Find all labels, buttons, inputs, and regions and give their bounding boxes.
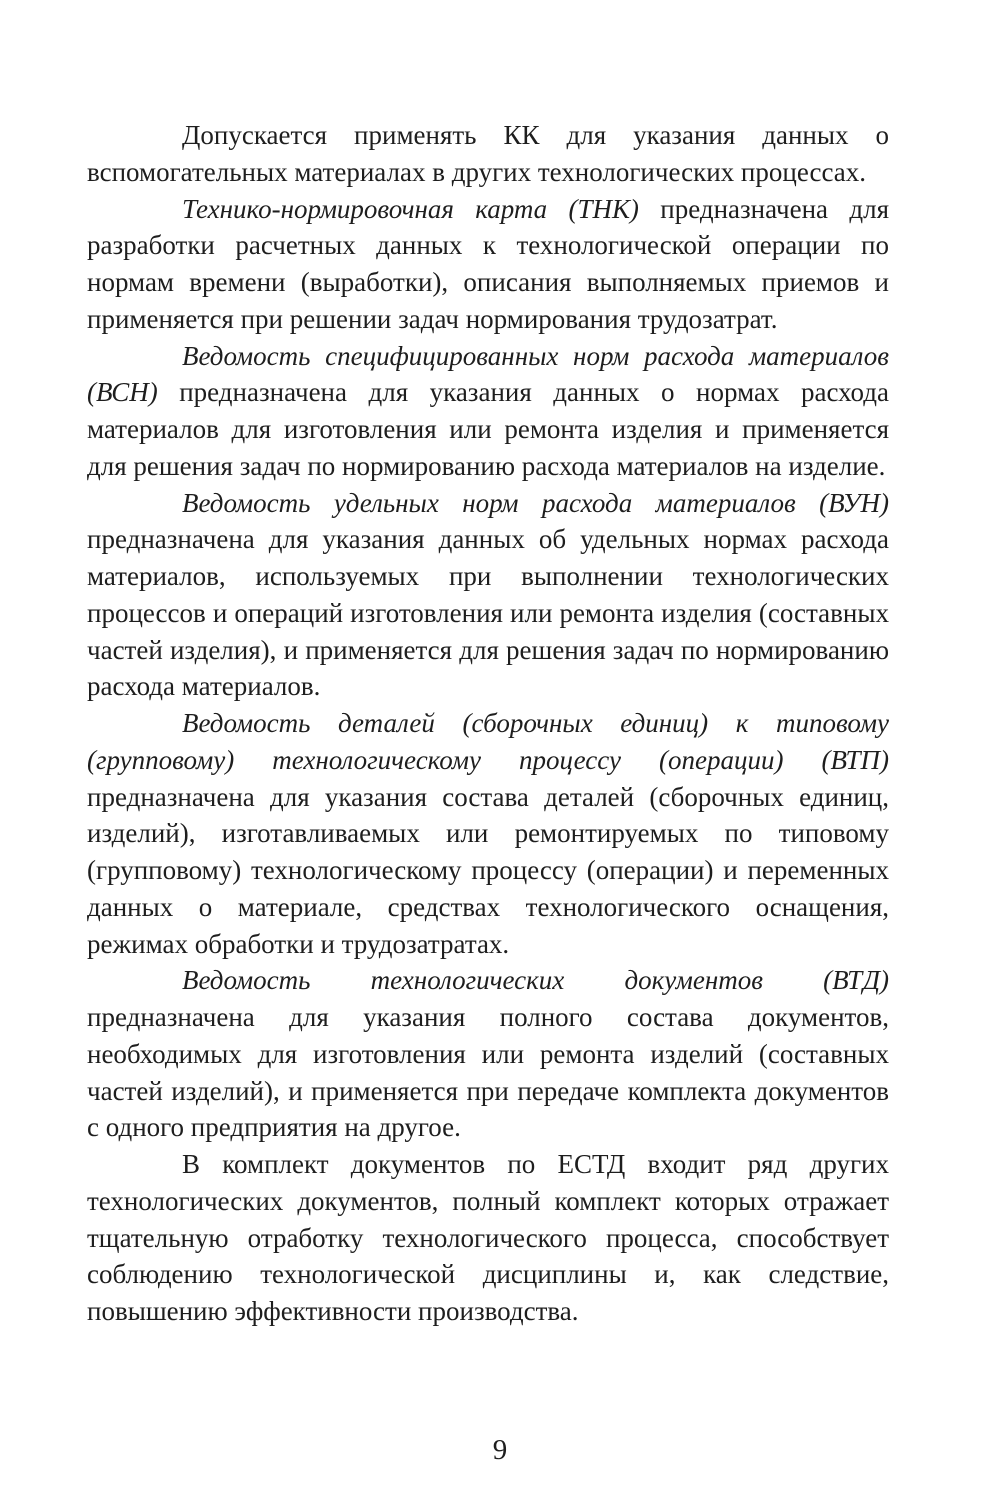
paragraph-text: предназначена для указания полного состава документов, необходимых для изготовления или ремонта изделий (составных частей изделий), и применяется при передаче комплекта документов с одного предприятия на другое. — [87, 1002, 889, 1143]
paragraph-vtp — [87, 705, 889, 962]
paragraph-term: Ведомость удельных норм расхода материалов (ВУН) — [182, 487, 889, 518]
body-text — [87, 117, 889, 1330]
paragraph-term: Ведомость специфицированных норм расхода материалов (ВСН) — [87, 340, 889, 408]
paragraph-text: Допускается применять КК для указания данных о вспомогательных материалах в других технологических процессах. — [87, 120, 889, 187]
paragraph-term: Ведомость технологических документов (ВТД) — [182, 965, 889, 996]
paragraph-text: В комплект документов по ЕСТД входит ряд других технологических документов, полный комплект которых отражает тщательную отработку технологического процесса, способствует соблюдению технологической дисциплины и, как следствие, повышению эффективности производства. — [87, 1149, 889, 1326]
paragraph-tnk — [87, 191, 889, 338]
paragraph-text: предназначена для указания данных о нормах расхода материалов для изготовления или ремонта изделия и применяется для решения задач по нормированию расхода материалов на изделие. — [87, 377, 889, 481]
paragraph-kk-materials — [87, 117, 889, 191]
paragraph-term: Технико-нормировочная карта (ТНК) — [182, 193, 639, 224]
paragraph-text: предназначена для указания данных об удельных нормах расхода материалов, используемых при выполнении технологических процессов и операций изготовления или ремонта изделия (составных частей изделия), и применяется для решения задач по нормированию расхода материалов. — [87, 524, 889, 702]
page-number: 9 — [492, 1434, 508, 1466]
paragraph-vun — [87, 485, 889, 706]
paragraph-vtd — [87, 962, 889, 1146]
paragraph-term: Ведомость деталей (сборочных единиц) к типовому (групповому) технологическому процессу (операции) (ВТП) — [87, 708, 889, 775]
paragraph-text: предназначена для указания состава деталей (сборочных единиц, изделий), изготавливаемых или ремонтируемых по типовому (групповому) технологическому процессу (операции) и переменных данных о материале, средствах технологического оснащения, режимах обработки и трудозатратах. — [87, 781, 889, 959]
paragraph-text: предназначена для разработки расчетных данных к технологической операции по нормам времени (выработки), описания выполняемых приемов и применяется при решении задач нормирования трудозатрат. — [87, 193, 889, 334]
paragraph-estd — [87, 1146, 889, 1330]
paragraph-vsn — [87, 338, 889, 485]
